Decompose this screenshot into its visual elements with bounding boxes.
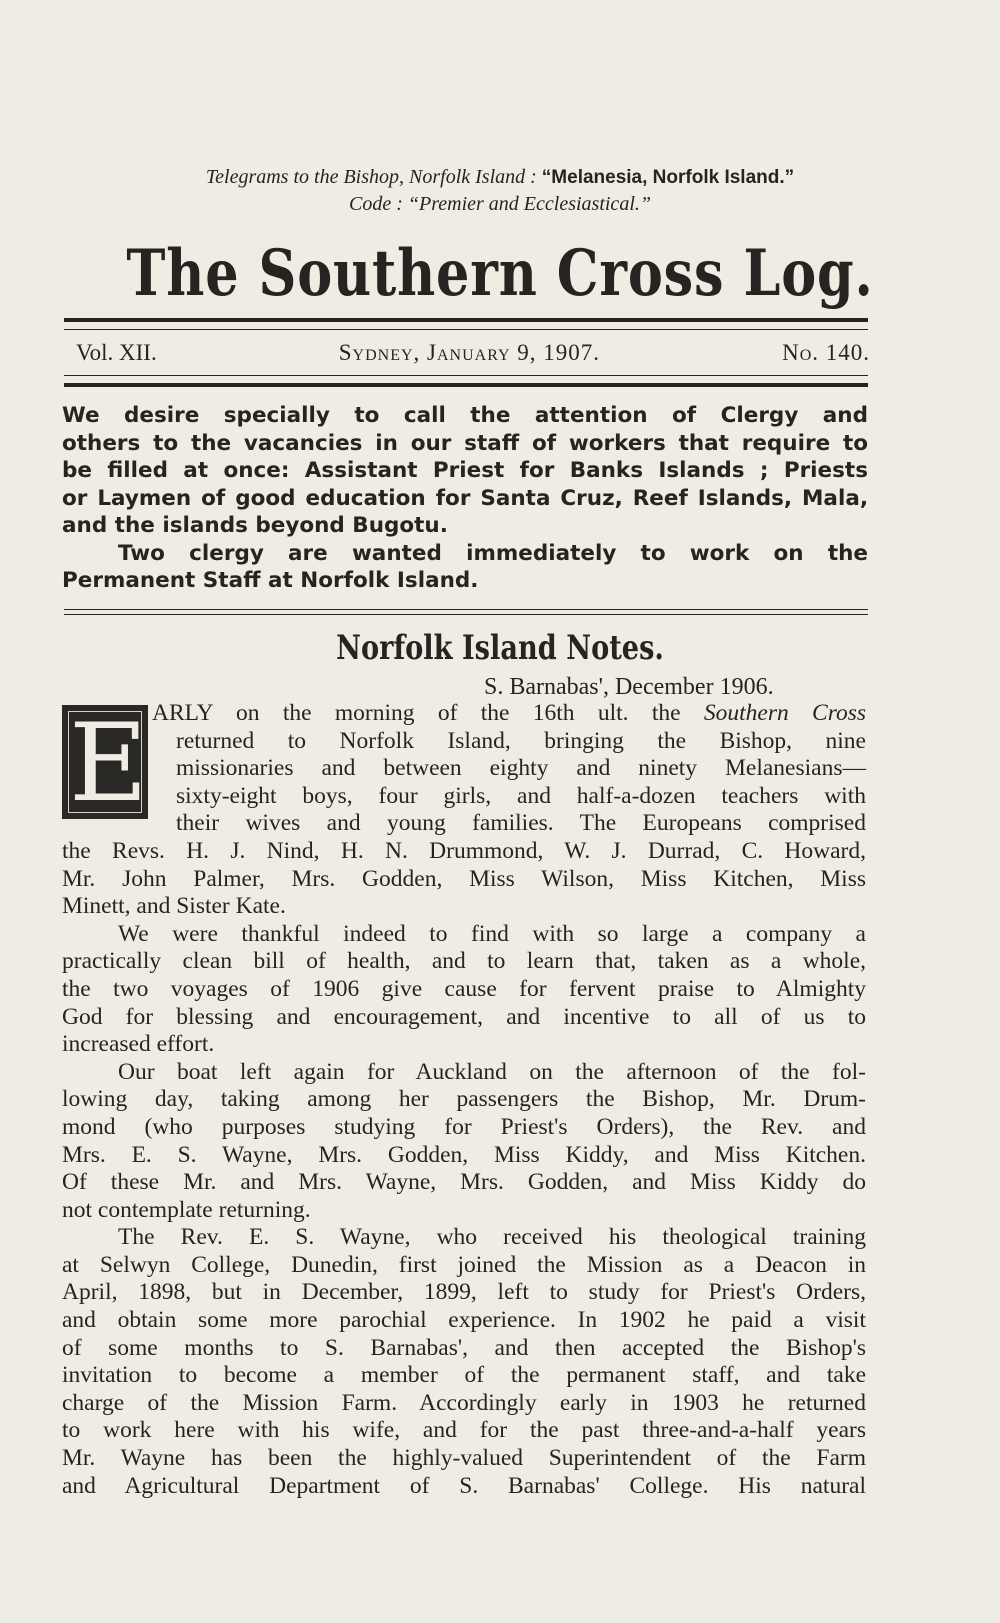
body-line: and obtain some more parochial experience. In 1902 he paid a visit — [62, 1307, 866, 1334]
rule-thick — [64, 318, 868, 322]
body-line: sixty-eight boys, four girls, and half-a-dozen teachers with — [176, 782, 866, 809]
code-line: Code : “Premier and Ecclesiastical.” — [349, 193, 651, 215]
body-line: of some months to S. Barnabas', and then accepted the Bishop's — [62, 1334, 866, 1361]
notice-line: be filled at once: Assistant Priest for Banks Islands ; Priests — [62, 458, 868, 483]
body-line: God for blessing and encouragement, and incentive to all of us to — [62, 1003, 866, 1030]
body-line: returned to Norfolk Island, bringing the Bishop, nine — [176, 727, 866, 754]
body-line: lowing day, taking among her passengers the Bishop, Mr. Drum- — [62, 1086, 866, 1113]
body-line: Of these Mr. and Mrs. Wayne, Mrs. Godden, and Miss Kiddy do — [62, 1169, 866, 1196]
rule-thin — [64, 329, 868, 330]
body-line: invitation to become a member of the permanent staff, and take — [62, 1362, 866, 1389]
body-line: The Rev. E. S. Wayne, who received his theological training — [118, 1224, 866, 1251]
body-line: the Revs. H. J. Nind, H. N. Drummond, W. J. Durrad, C. Howard, — [62, 837, 866, 864]
body-line: not contemplate returning. — [62, 1196, 311, 1223]
vacancies-notice — [62, 402, 868, 595]
ship-name: Southern Cross — [703, 700, 867, 726]
article-heading: Norfolk Island Notes. — [336, 628, 664, 668]
notice-line: and the islands beyond Bugotu. — [62, 513, 448, 538]
body-line: ARLY on the morning of the 16th ult. the Southern Cross — [152, 700, 867, 726]
volume: Vol. XII. — [76, 340, 157, 365]
body-line: at Selwyn College, Dunedin, first joined the Mission as a Deacon in — [62, 1251, 866, 1278]
body-line: Our boat left again for Auckland on the afternoon of the fol- — [118, 1058, 866, 1085]
rule-thick — [64, 383, 868, 387]
rule-thin — [64, 375, 868, 376]
drop-cap-letter: E — [69, 701, 148, 826]
body-line: missionaries and between eighty and ninety Melanesians— — [176, 755, 866, 782]
article-body — [62, 700, 866, 1500]
body-line: mond (who purposes studying for Priest's Orders), the Rev. and — [62, 1113, 866, 1140]
body-line: and Agricultural Department of S. Barnabas' College. His natural — [62, 1472, 866, 1499]
body-line: Minett, and Sister Kate. — [62, 893, 286, 920]
body-line: their wives and young families. The Europeans comprised — [176, 810, 866, 837]
body-line: We were thankful indeed to find with so large a company a — [118, 920, 866, 947]
body-line: April, 1898, but in December, 1899, left to study for Priest's Orders, — [62, 1279, 866, 1306]
body-line: increased effort. — [62, 1031, 215, 1058]
notice-line: Permanent Staff at Norfolk Island. — [62, 568, 479, 593]
article-dateline: S. Barnabas', December 1906. — [484, 674, 774, 700]
body-line: Mr. Wayne has been the highly-valued Superintendent of the Farm — [62, 1445, 866, 1472]
notice-line: others to the vacancies in our staff of workers that require to — [62, 430, 868, 456]
rule-double — [64, 614, 868, 615]
body-line: to work here with his wife, and for the past three-and-a-half years — [62, 1417, 866, 1444]
notice-line: We desire specially to call the attention of Clergy and — [62, 403, 868, 428]
telegram-prefix: Telegrams to the Bishop, Norfolk Island : — [205, 166, 537, 188]
issue-line — [76, 340, 870, 366]
telegram-address: “Melanesia, Norfolk Island.” — [541, 167, 795, 188]
telegram-line — [0, 166, 1000, 189]
body-line: Mr. John Palmer, Mrs. Godden, Miss Wilson, Miss Kitchen, Miss — [62, 865, 866, 892]
notice-line: or Laymen of good education for Santa Cruz, Reef Islands, Mala, — [62, 485, 868, 511]
body-line: Mrs. E. S. Wayne, Mrs. Godden, Miss Kiddy, and Miss Kitchen. — [62, 1141, 866, 1168]
publication-title: The Southern Cross Log. — [126, 236, 874, 311]
body-line: the two voyages of 1906 give cause for fervent praise to Almighty — [62, 975, 866, 1002]
body-line: practically clean bill of health, and to learn that, taken as a whole, — [62, 948, 866, 975]
rule-double — [64, 609, 868, 610]
issue-number: No. 140. — [782, 340, 870, 365]
notice-line: Two clergy are wanted immediately to work on the — [118, 540, 868, 566]
body-line: charge of the Mission Farm. Accordingly early in 1903 he returned — [62, 1389, 866, 1416]
place-date: Sydney, January 9, 1907. — [338, 340, 601, 365]
